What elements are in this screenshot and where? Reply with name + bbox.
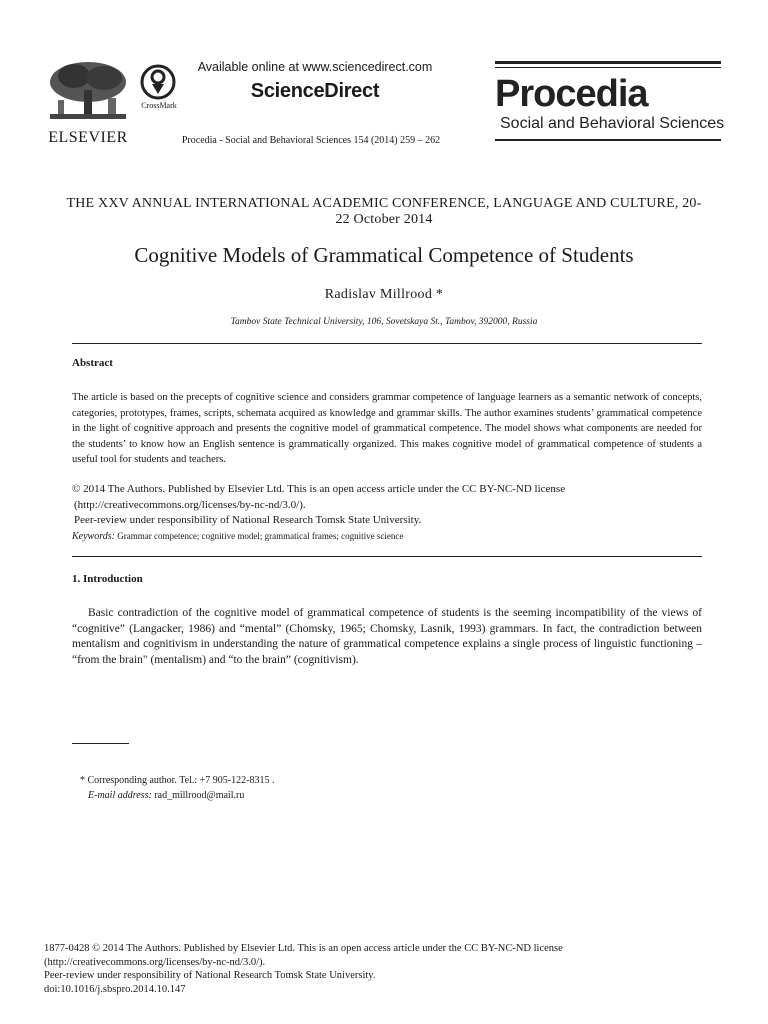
section-heading: 1. Introduction — [72, 573, 143, 585]
copyright-block — [72, 482, 702, 529]
footer-license-link[interactable]: (http://creativecommons.org/licenses/by-nc-nd/3.0/). — [44, 956, 266, 968]
footnote-rule — [72, 743, 129, 744]
keywords-line — [72, 531, 702, 542]
corresponding-author-note: * Corresponding author. Tel.: +7 905-122-8315 . — [80, 775, 275, 786]
license-link[interactable]: (http://creativecommons.org/licenses/by-nc-nd/3.0/). — [74, 498, 306, 511]
email-note — [88, 790, 244, 801]
author-affiliation: Tambov State Technical University, 106, Sovetskaya St., Tambov, 392000, Russia — [230, 317, 538, 327]
header-rule-top-thin — [495, 67, 721, 68]
email-address[interactable]: rad_millrood@mail.ru — [154, 790, 245, 801]
peer-review-line: Peer-review under responsibility of National Research Tomsk State University. — [74, 514, 422, 526]
header-rule-top — [495, 61, 721, 64]
journal-subtitle: Social and Behavioral Sciences — [500, 115, 725, 132]
abstract-bottom-rule — [72, 556, 702, 557]
journal-name: Procedia — [495, 73, 648, 115]
elsevier-wordmark: ELSEVIER — [48, 129, 128, 146]
paper-title: Cognitive Models of Grammatical Competence of Students — [134, 243, 634, 267]
keywords-list: Grammar competence; cognitive model; grammatical frames; cognitive science — [117, 531, 404, 541]
sciencedirect-logo-text: ScienceDirect — [250, 80, 380, 102]
footer-issn-line: 1877-0428 © 2014 The Authors. Published by Elsevier Ltd. This is an open access article under the CC BY-NC-ND license — [44, 943, 563, 954]
available-online-text: Available online at www.sciencedirect.com — [197, 60, 433, 74]
abstract-top-rule — [72, 343, 702, 344]
abstract-heading: Abstract — [72, 357, 113, 369]
author-name: Radislav Millrood * — [324, 287, 444, 302]
header-rule-bottom — [495, 139, 721, 141]
conference-name: THE XXV ANNUAL INTERNATIONAL ACADEMIC CONFERENCE, LANGUAGE AND CULTURE, 20-22 October 2014 — [66, 196, 702, 227]
elsevier-tree-logo — [44, 60, 132, 122]
page-footer — [44, 942, 724, 996]
copyright-line: © 2014 The Authors. Published by Elsevier Ltd. This is an open access article under the CC BY-NC-ND license — [72, 483, 566, 495]
email-label: E-mail address: — [88, 790, 152, 801]
journal-reference: Procedia - Social and Behavioral Sciences 154 (2014) 259 – 262 — [181, 135, 441, 146]
crossmark-label: CrossMark — [141, 101, 177, 110]
crossmark-icon[interactable] — [140, 64, 176, 100]
abstract-body: The article is based on the precepts of cognitive science and considers grammar competence of language learners as a semantic network of concepts, categories, prototypes, frames, scripts, schemata acquired as knowledge and grammar skills. The author examines students’ grammatical competence in the light of cognitive approach and presents the cognitive model of grammatical competence. The model shows what components are needed for the students’ to know how an English sentence is grammatically organized. This makes cognitive model of grammatical competence of students a useful tool for students and teachers. — [72, 392, 702, 465]
footer-doi[interactable]: doi:10.1016/j.sbspro.2014.10.147 — [44, 983, 186, 995]
footer-peer-review: Peer-review under responsibility of National Research Tomsk State University. — [44, 970, 376, 981]
keywords-label: Keywords: — [72, 531, 115, 542]
section-paragraph: Basic contradiction of the cognitive model of grammatical competence of students is the seeming incompatibility of the views of “cognitive” (Langacker, 1986) and “mental” (Chomsky, 1965; Chomsky, Lasnik, 1993) grammars. In fact, the contradiction between mentalism and cognitivism in understanding the nature of grammatical competence explains a single process of linguistic functioning – “from the brain" (mentalism) and “to the brain” (cognitivism). — [72, 607, 702, 666]
